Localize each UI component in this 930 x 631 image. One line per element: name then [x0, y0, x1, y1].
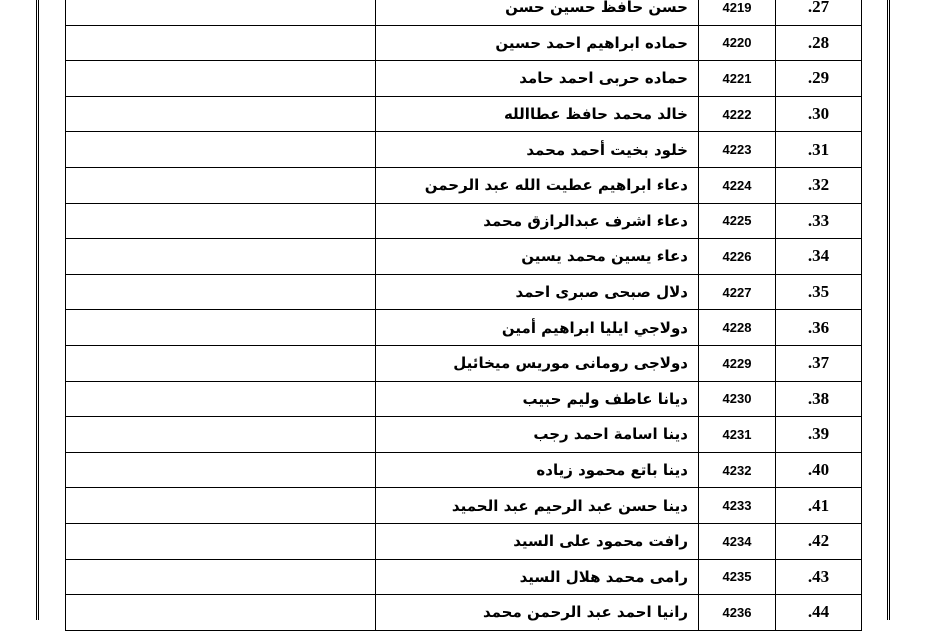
- student-name-cell: حماده ابراهيم احمد حسين: [376, 25, 699, 61]
- serial-number-cell: .28: [776, 25, 862, 61]
- table-row: [66, 310, 862, 346]
- student-name-cell: دولاجى رومانى موريس ميخائيل: [376, 345, 699, 381]
- blank-cell: [66, 0, 376, 25]
- serial-number-cell: .27: [776, 0, 862, 25]
- seat-number-cell: 4224: [699, 167, 776, 203]
- seat-number-cell: 4232: [699, 452, 776, 488]
- table-row: [66, 274, 862, 310]
- serial-number-cell: .37: [776, 345, 862, 381]
- seat-number-cell: 4222: [699, 96, 776, 132]
- table-row: [66, 381, 862, 417]
- seat-number-cell: 4230: [699, 381, 776, 417]
- blank-cell: [66, 132, 376, 168]
- seat-number-cell: 4226: [699, 239, 776, 275]
- student-name-cell: دينا اسامة احمد رجب: [376, 417, 699, 453]
- student-name-cell: دولاجي ايليا ابراهيم أمين: [376, 310, 699, 346]
- seat-number-cell: 4229: [699, 345, 776, 381]
- table-row: [66, 0, 862, 25]
- serial-number-cell: .39: [776, 417, 862, 453]
- seat-number-cell: 4221: [699, 61, 776, 97]
- table-row: [66, 239, 862, 275]
- table-row: [66, 25, 862, 61]
- table-row: [66, 452, 862, 488]
- blank-cell: [66, 523, 376, 559]
- table-row: [66, 167, 862, 203]
- seat-number-cell: 4219: [699, 0, 776, 25]
- serial-number-cell: .41: [776, 488, 862, 524]
- seat-number-cell: 4225: [699, 203, 776, 239]
- seat-number-cell: 4227: [699, 274, 776, 310]
- serial-number-cell: .34: [776, 239, 862, 275]
- student-name-cell: خالد محمد حافظ عطاالله: [376, 96, 699, 132]
- student-name-cell: دينا حسن عبد الرحيم عبد الحميد: [376, 488, 699, 524]
- student-name-cell: رامى محمد هلال السيد: [376, 559, 699, 595]
- student-name-cell: دعاء ابراهيم عطيت الله عبد الرحمن: [376, 167, 699, 203]
- student-name-cell: حسن حافظ حسين حسن: [376, 0, 699, 25]
- serial-number-cell: .44: [776, 595, 862, 631]
- table-row: [66, 203, 862, 239]
- blank-cell: [66, 345, 376, 381]
- blank-cell: [66, 61, 376, 97]
- page-border-right: [887, 0, 890, 620]
- seat-number-cell: 4236: [699, 595, 776, 631]
- seat-number-cell: 4220: [699, 25, 776, 61]
- student-name-cell: رانيا احمد عبد الرحمن محمد: [376, 595, 699, 631]
- blank-cell: [66, 488, 376, 524]
- blank-cell: [66, 96, 376, 132]
- seat-number-cell: 4235: [699, 559, 776, 595]
- table-row: [66, 96, 862, 132]
- student-name-cell: رافت محمود على السيد: [376, 523, 699, 559]
- serial-number-cell: .29: [776, 61, 862, 97]
- serial-number-cell: .38: [776, 381, 862, 417]
- table-row: [66, 523, 862, 559]
- serial-number-cell: .43: [776, 559, 862, 595]
- student-name-cell: دعاء يسين محمد يسين: [376, 239, 699, 275]
- blank-cell: [66, 239, 376, 275]
- serial-number-cell: .32: [776, 167, 862, 203]
- seat-number-cell: 4233: [699, 488, 776, 524]
- serial-number-cell: .35: [776, 274, 862, 310]
- seat-number-cell: 4223: [699, 132, 776, 168]
- table-row: [66, 595, 862, 631]
- seat-number-cell: 4234: [699, 523, 776, 559]
- student-name-cell: خلود بخيت أحمد محمد: [376, 132, 699, 168]
- serial-number-cell: .30: [776, 96, 862, 132]
- table-row: [66, 345, 862, 381]
- blank-cell: [66, 417, 376, 453]
- blank-cell: [66, 452, 376, 488]
- roster-body: [66, 0, 862, 630]
- table-row: [66, 417, 862, 453]
- student-name-cell: دلال صبحى صبرى احمد: [376, 274, 699, 310]
- blank-cell: [66, 167, 376, 203]
- blank-cell: [66, 25, 376, 61]
- seat-number-cell: 4228: [699, 310, 776, 346]
- blank-cell: [66, 274, 376, 310]
- blank-cell: [66, 381, 376, 417]
- blank-cell: [66, 310, 376, 346]
- student-name-cell: حماده حربى احمد حامد: [376, 61, 699, 97]
- serial-number-cell: .40: [776, 452, 862, 488]
- page-border-left: [36, 0, 39, 620]
- student-name-cell: دعاء اشرف عبدالرازق محمد: [376, 203, 699, 239]
- serial-number-cell: .42: [776, 523, 862, 559]
- blank-cell: [66, 595, 376, 631]
- student-name-cell: ديانا عاطف وليم حبيب: [376, 381, 699, 417]
- table-row: [66, 61, 862, 97]
- student-roster-table: [65, 0, 862, 631]
- blank-cell: [66, 559, 376, 595]
- serial-number-cell: .36: [776, 310, 862, 346]
- blank-cell: [66, 203, 376, 239]
- table-row: [66, 488, 862, 524]
- serial-number-cell: .33: [776, 203, 862, 239]
- seat-number-cell: 4231: [699, 417, 776, 453]
- table-row: [66, 559, 862, 595]
- student-name-cell: دينا باتع محمود زياده: [376, 452, 699, 488]
- table-row: [66, 132, 862, 168]
- serial-number-cell: .31: [776, 132, 862, 168]
